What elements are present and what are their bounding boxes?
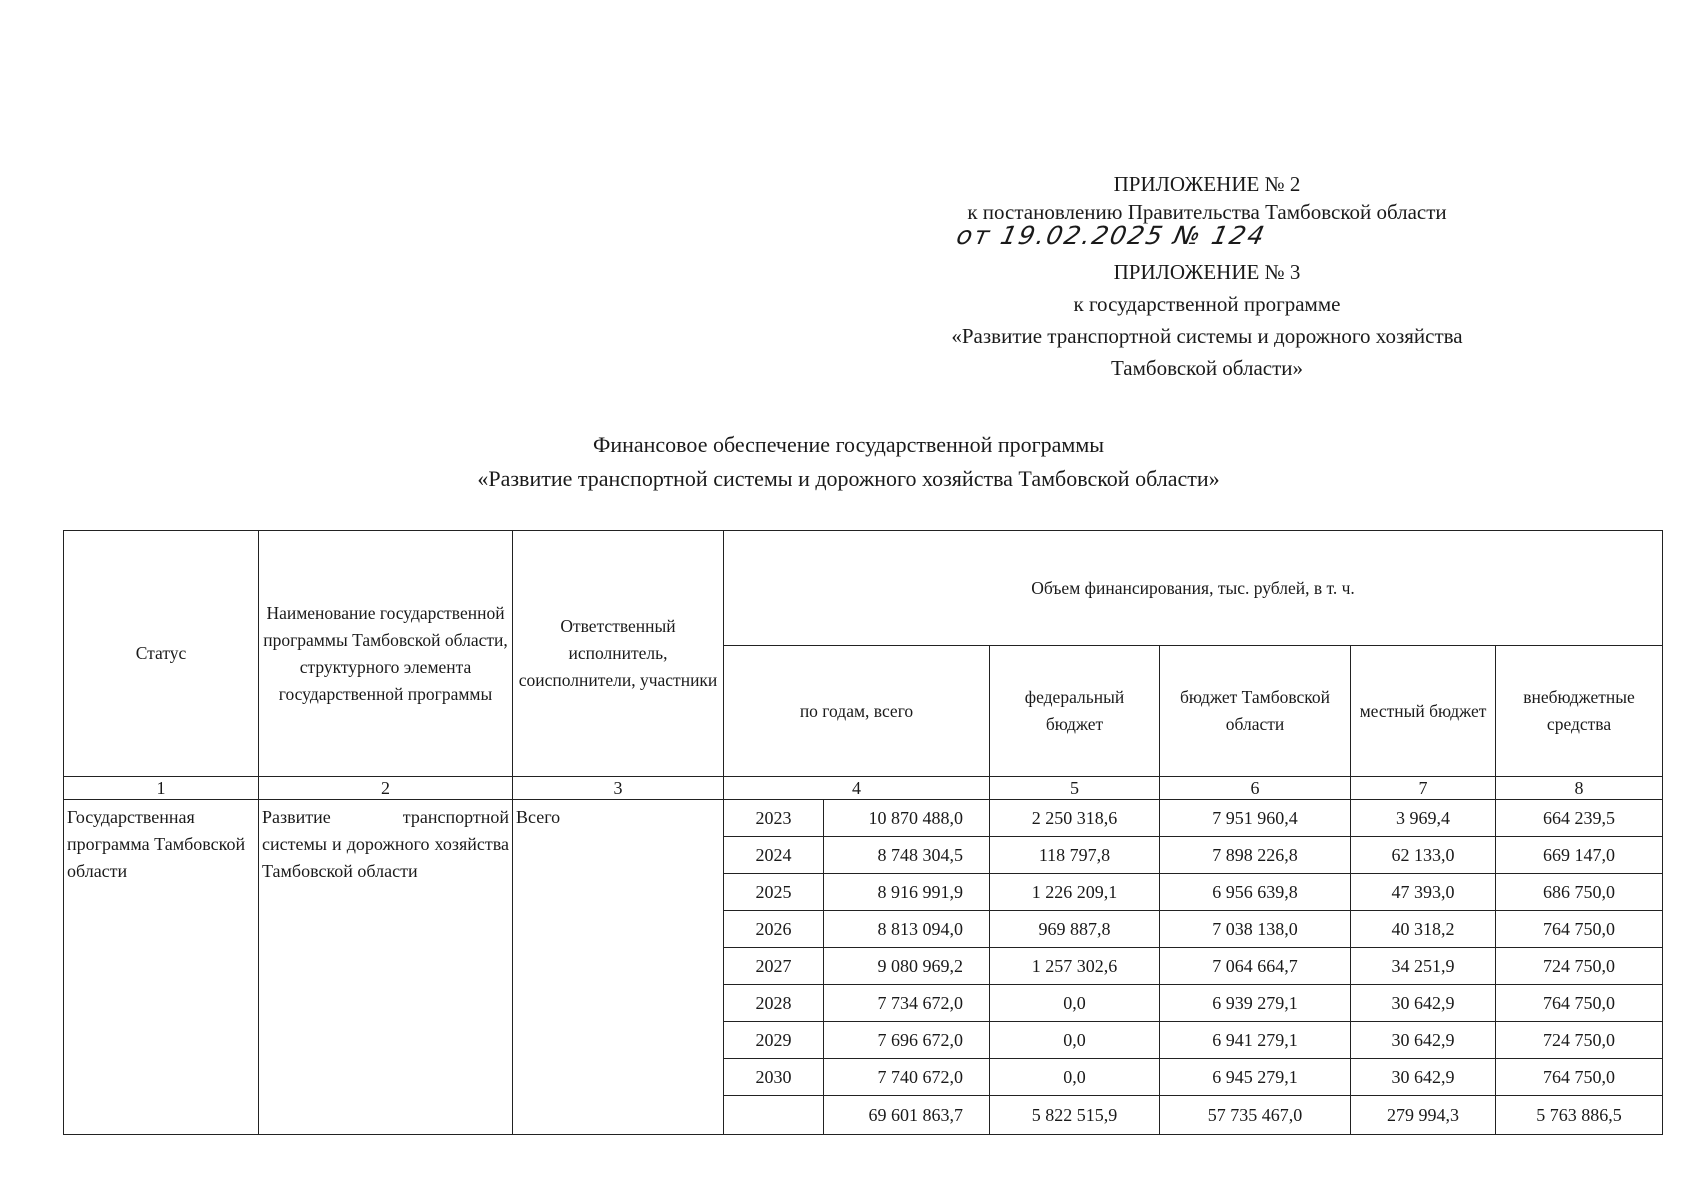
table-row: [64, 800, 1663, 837]
regional-cell: 57 735 467,0: [1160, 1096, 1351, 1135]
total-cell: 7 696 672,0: [824, 1022, 990, 1059]
header-by-years: по годам, всего: [724, 646, 990, 777]
total-cell: 8 748 304,5: [824, 837, 990, 874]
regional-cell: 6 945 279,1: [1160, 1059, 1351, 1096]
year-cell: 2027: [724, 948, 824, 985]
responsible-cell: Всего: [513, 800, 724, 1135]
appendix-3-title: ПРИЛОЖЕНИЕ № 3: [1113, 260, 1301, 284]
document-title: [0, 428, 1697, 496]
column-index: 5: [990, 777, 1160, 800]
regional-cell: 7 898 226,8: [1160, 837, 1351, 874]
local-cell: 62 133,0: [1351, 837, 1496, 874]
federal-cell: 0,0: [990, 985, 1160, 1022]
column-index: 2: [259, 777, 513, 800]
appendix-2-reference: к постановлению Правительства Тамбовской области: [967, 200, 1447, 224]
column-index: 6: [1160, 777, 1351, 800]
appendix-3-reference: к государственной программе: [1073, 292, 1341, 316]
header-extra-budgetary: внебюджетные средства: [1496, 646, 1663, 777]
column-index: 8: [1496, 777, 1663, 800]
federal-cell: 969 887,8: [990, 911, 1160, 948]
appendix-header: [887, 170, 1527, 382]
local-cell: 40 318,2: [1351, 911, 1496, 948]
total-cell: 8 813 094,0: [824, 911, 990, 948]
column-index: 1: [64, 777, 259, 800]
status-cell: Государственная программа Тамбовской области: [64, 800, 259, 1135]
extra-budgetary-cell: 686 750,0: [1496, 874, 1663, 911]
column-index: 7: [1351, 777, 1496, 800]
federal-cell: 1 257 302,6: [990, 948, 1160, 985]
federal-cell: 5 822 515,9: [990, 1096, 1160, 1135]
year-cell: 2025: [724, 874, 824, 911]
year-cell: 2023: [724, 800, 824, 837]
regional-cell: 7 951 960,4: [1160, 800, 1351, 837]
extra-budgetary-cell: 764 750,0: [1496, 985, 1663, 1022]
local-cell: 3 969,4: [1351, 800, 1496, 837]
column-index: 4: [724, 777, 990, 800]
document-title-line2: «Развитие транспортной системы и дорожного хозяйства Тамбовской области»: [477, 466, 1220, 491]
local-cell: 30 642,9: [1351, 1059, 1496, 1096]
local-cell: 30 642,9: [1351, 1022, 1496, 1059]
federal-cell: 118 797,8: [990, 837, 1160, 874]
extra-budgetary-cell: 724 750,0: [1496, 1022, 1663, 1059]
header-status: Статус: [64, 531, 259, 777]
extra-budgetary-cell: 5 763 886,5: [1496, 1096, 1663, 1135]
header-local: местный бюджет: [1351, 646, 1496, 777]
local-cell: 279 994,3: [1351, 1096, 1496, 1135]
year-cell: 2026: [724, 911, 824, 948]
regional-cell: 7 038 138,0: [1160, 911, 1351, 948]
year-cell: [724, 1096, 824, 1135]
regional-cell: 7 064 664,7: [1160, 948, 1351, 985]
year-cell: 2028: [724, 985, 824, 1022]
header-name: Наименование государственной программы Тамбовской области, структурного элемента государственной программы: [259, 531, 513, 777]
extra-budgetary-cell: 664 239,5: [1496, 800, 1663, 837]
federal-cell: 0,0: [990, 1059, 1160, 1096]
handwritten-decree-number: от 19.02.2025 № 124: [954, 221, 1269, 250]
regional-cell: 6 956 639,8: [1160, 874, 1351, 911]
regional-cell: 6 939 279,1: [1160, 985, 1351, 1022]
extra-budgetary-cell: 764 750,0: [1496, 911, 1663, 948]
header-regional: бюджет Тамбовской области: [1160, 646, 1351, 777]
year-cell: 2030: [724, 1059, 824, 1096]
local-cell: 34 251,9: [1351, 948, 1496, 985]
federal-cell: 2 250 318,6: [990, 800, 1160, 837]
year-cell: 2029: [724, 1022, 824, 1059]
document-title-line1: Финансовое обеспечение государственной программы: [592, 432, 1105, 457]
total-cell: 10 870 488,0: [824, 800, 990, 837]
financing-table: [63, 530, 1663, 1135]
total-cell: 9 080 969,2: [824, 948, 990, 985]
header-responsible: Ответственный исполнитель, соисполнители, участники: [513, 531, 724, 777]
local-cell: 47 393,0: [1351, 874, 1496, 911]
extra-budgetary-cell: 724 750,0: [1496, 948, 1663, 985]
program-name-line2: Тамбовской области»: [1110, 356, 1304, 380]
appendix-2-title: ПРИЛОЖЕНИЕ № 2: [1113, 172, 1301, 196]
federal-cell: 1 226 209,1: [990, 874, 1160, 911]
header-financing-volume: Объем финансирования, тыс. рублей, в т. ч.: [724, 531, 1663, 646]
header-federal: федеральный бюджет: [990, 646, 1160, 777]
total-cell: 7 734 672,0: [824, 985, 990, 1022]
total-cell: 69 601 863,7: [824, 1096, 990, 1135]
federal-cell: 0,0: [990, 1022, 1160, 1059]
total-cell: 7 740 672,0: [824, 1059, 990, 1096]
extra-budgetary-cell: 669 147,0: [1496, 837, 1663, 874]
column-index: 3: [513, 777, 724, 800]
program-name-line1: «Развитие транспортной системы и дорожного хозяйства: [951, 324, 1463, 348]
local-cell: 30 642,9: [1351, 985, 1496, 1022]
year-cell: 2024: [724, 837, 824, 874]
column-index-row: [64, 777, 1663, 800]
program-name-cell: Развитие транспортной системы и дорожного хозяйства Тамбовской области: [259, 800, 513, 1135]
total-cell: 8 916 991,9: [824, 874, 990, 911]
regional-cell: 6 941 279,1: [1160, 1022, 1351, 1059]
year-rows: [64, 800, 1663, 1135]
extra-budgetary-cell: 764 750,0: [1496, 1059, 1663, 1096]
